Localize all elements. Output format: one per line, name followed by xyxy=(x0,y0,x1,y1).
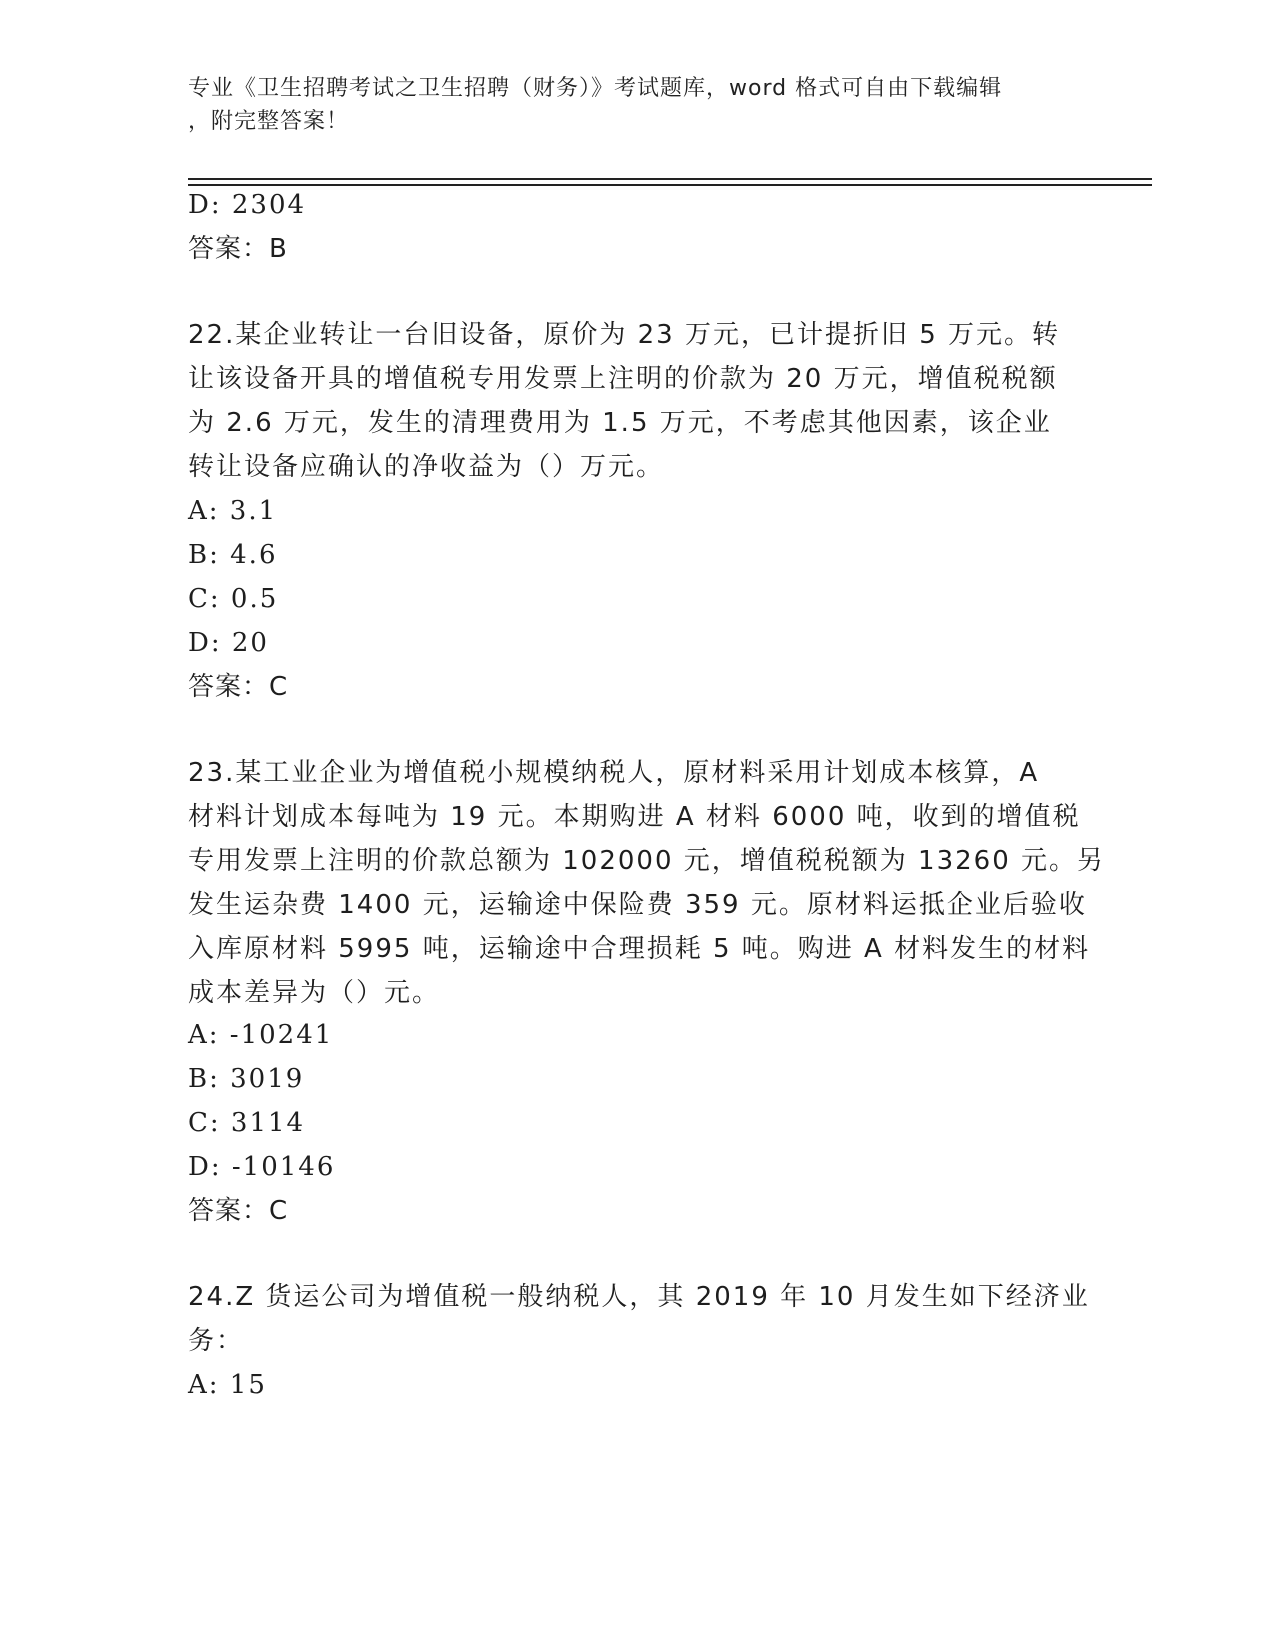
q23-text-line-3: 专用发票上注明的价款总额为 102000 元，增值税税额为 13260 元。另 xyxy=(188,846,1106,876)
q23-text-line-1: 23.某工业企业为增值税小规模纳税人，原材料采用计划成本核算，A xyxy=(188,758,1040,788)
q23-text-line-6: 成本差异为（）元。 xyxy=(188,978,441,1008)
q23-option-b: B: 3019 xyxy=(188,1064,305,1094)
q22-option-d: D: 20 xyxy=(188,628,269,658)
q23-text-line-2: 材料计划成本每吨为 19 元。本期购进 A 材料 6000 吨，收到的增值税 xyxy=(188,802,1081,832)
prev-option-d: D: 2304 xyxy=(188,190,307,220)
q22-text-line-4: 转让设备应确认的净收益为（）万元。 xyxy=(188,452,665,482)
q23-answer: 答案：C xyxy=(188,1196,289,1226)
q23-option-c: C: 3114 xyxy=(188,1108,306,1138)
q24-option-a: A: 15 xyxy=(188,1370,267,1400)
q24-text-line-2: 务： xyxy=(188,1326,245,1356)
header-divider-bottom xyxy=(188,184,1152,186)
header-title-line-2: ，附完整答案！ xyxy=(188,109,350,134)
q22-text-line-2: 让该设备开具的增值税专用发票上注明的价款为 20 万元，增值税税额 xyxy=(188,364,1058,394)
q23-text-line-5: 入库原材料 5995 吨，运输途中合理损耗 5 吨。购进 A 材料发生的材料 xyxy=(188,934,1091,964)
q22-option-a: A: 3.1 xyxy=(188,496,278,526)
header-title-line-1: 专业《卫生招聘考试之卫生招聘（财务）》考试题库，word 格式可自由下载编辑 xyxy=(188,76,1003,101)
q22-text-line-1: 22.某企业转让一台旧设备，原价为 23 万元，已计提折旧 5 万元。转 xyxy=(188,320,1061,350)
q22-option-c: C: 0.5 xyxy=(188,584,279,614)
q22-option-b: B: 4.6 xyxy=(188,540,278,570)
q22-text-line-3: 为 2.6 万元，发生的清理费用为 1.5 万元，不考虑其他因素，该企业 xyxy=(188,408,1052,438)
q22-answer: 答案：C xyxy=(188,672,289,702)
prev-answer: 答案：B xyxy=(188,234,288,264)
q23-text-line-4: 发生运杂费 1400 元，运输途中保险费 359 元。原材料运抵企业后验收 xyxy=(188,890,1087,920)
page-header xyxy=(188,72,1078,138)
q23-option-a: A: -10241 xyxy=(188,1020,334,1050)
header-divider-top xyxy=(188,178,1152,180)
q23-option-d: D: -10146 xyxy=(188,1152,336,1182)
q24-text-line-1: 24.Z 货运公司为增值税一般纳税人，其 2019 年 10 月发生如下经济业 xyxy=(188,1282,1090,1312)
